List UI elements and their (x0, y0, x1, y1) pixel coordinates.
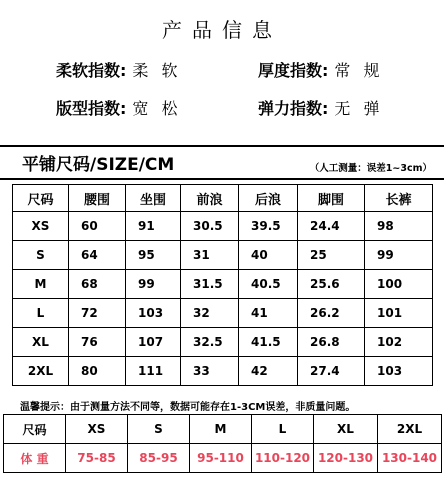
header-cell: 腰围 (69, 185, 126, 212)
measure-note: （人工测量：误差1~3cm） (309, 163, 432, 174)
table-cell: 91 (126, 212, 181, 241)
table-cell: 24.4 (298, 212, 365, 241)
size-cell: XL (314, 415, 378, 444)
table-cell: 26.2 (298, 299, 365, 328)
table-cell: L (13, 299, 69, 328)
size-cell: L (252, 415, 314, 444)
weight-cell: 85-95 (128, 444, 190, 473)
table-cell: 39.5 (239, 212, 298, 241)
page-title: 产品信息 (162, 18, 282, 42)
table-row (13, 299, 433, 328)
attr-key: 弹力指数: (258, 99, 329, 118)
table-cell: 101 (365, 299, 433, 328)
table-cell: 68 (69, 270, 126, 299)
header-cell: 长裤 (365, 185, 433, 212)
table-row (13, 328, 433, 357)
attr-key: 柔软指数: (56, 61, 127, 80)
table-cell: 26.8 (298, 328, 365, 357)
table-cell: 2XL (13, 357, 69, 386)
header-cell: 坐围 (126, 185, 181, 212)
size-section-title: 平铺尺码/SIZE/CM (22, 155, 175, 175)
attr-value: 常 规 (334, 61, 384, 80)
table-cell: 60 (69, 212, 126, 241)
table-cell: 80 (69, 357, 126, 386)
weight-table (3, 414, 442, 473)
table-cell: 64 (69, 241, 126, 270)
table-cell: 31 (181, 241, 239, 270)
table-cell: M (13, 270, 69, 299)
size-cell: XS (66, 415, 128, 444)
size-cell: M (190, 415, 252, 444)
size-cell: 2XL (378, 415, 442, 444)
attr-softness (56, 58, 182, 81)
table-cell: 103 (126, 299, 181, 328)
attr-fit (56, 96, 182, 119)
table-cell: 32.5 (181, 328, 239, 357)
header-cell: 脚围 (298, 185, 365, 212)
table-cell: 99 (126, 270, 181, 299)
attr-value: 柔 软 (132, 61, 182, 80)
size-table (12, 184, 433, 386)
header-cell: 后浪 (239, 185, 298, 212)
weight-row (4, 444, 442, 473)
table-row (13, 270, 433, 299)
table-cell: 40.5 (239, 270, 298, 299)
table-cell: XL (13, 328, 69, 357)
attr-key: 版型指数: (56, 99, 127, 118)
table-header-row (13, 185, 433, 212)
table-cell: 25 (298, 241, 365, 270)
section-divider (0, 145, 444, 147)
table-cell: 25.6 (298, 270, 365, 299)
size-label: 尺码 (4, 415, 66, 444)
section-divider (0, 178, 444, 180)
table-cell: XS (13, 212, 69, 241)
table-cell: 27.4 (298, 357, 365, 386)
weight-cell: 95-110 (190, 444, 252, 473)
table-cell: 98 (365, 212, 433, 241)
table-cell: 41.5 (239, 328, 298, 357)
table-cell: 100 (365, 270, 433, 299)
table-cell: S (13, 241, 69, 270)
attr-key: 厚度指数: (258, 61, 329, 80)
table-cell: 95 (126, 241, 181, 270)
size-row (4, 415, 442, 444)
table-cell: 102 (365, 328, 433, 357)
table-cell: 72 (69, 299, 126, 328)
table-cell: 42 (239, 357, 298, 386)
attr-value: 无 弹 (334, 99, 384, 118)
table-cell: 107 (126, 328, 181, 357)
weight-cell: 120-130 (314, 444, 378, 473)
attr-thickness (258, 58, 384, 81)
table-cell: 30.5 (181, 212, 239, 241)
table-cell: 76 (69, 328, 126, 357)
table-row (13, 357, 433, 386)
weight-label: 体 重 (4, 444, 66, 473)
attr-value: 宽 松 (132, 99, 182, 118)
table-cell: 103 (365, 357, 433, 386)
header-cell: 尺码 (13, 185, 69, 212)
table-row (13, 212, 433, 241)
table-cell: 99 (365, 241, 433, 270)
table-row (13, 241, 433, 270)
table-cell: 33 (181, 357, 239, 386)
weight-cell: 75-85 (66, 444, 128, 473)
measurement-tip: 温馨提示：由于测量方法不同等，数据可能存在1-3CM误差，非质量问题。 (20, 402, 356, 413)
table-cell: 40 (239, 241, 298, 270)
table-cell: 31.5 (181, 270, 239, 299)
weight-cell: 110-120 (252, 444, 314, 473)
table-cell: 111 (126, 357, 181, 386)
header-cell: 前浪 (181, 185, 239, 212)
size-cell: S (128, 415, 190, 444)
table-cell: 32 (181, 299, 239, 328)
weight-cell: 130-140 (378, 444, 442, 473)
table-cell: 41 (239, 299, 298, 328)
attr-elasticity (258, 96, 384, 119)
